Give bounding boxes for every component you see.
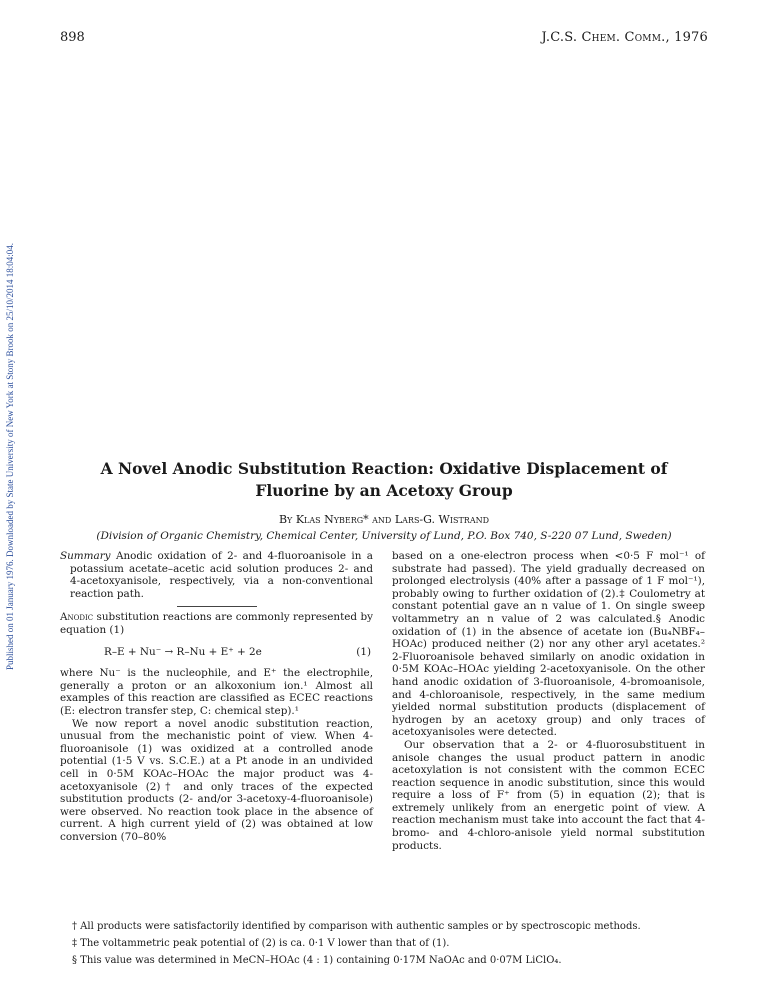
intro-lead: Anodic xyxy=(60,611,94,624)
section-divider xyxy=(177,606,257,607)
byline: By Klas Nyberg* and Lars-G. Wistrand xyxy=(278,513,490,526)
intro-text: substitution reactions are commonly represented by equation (1) xyxy=(60,611,373,636)
article-title xyxy=(60,458,708,502)
footnote: § This value was determined in MeCN–HOAc (4 : 1) containing 0·17M NaOAc and 0·07M LiClO₄. xyxy=(72,955,562,966)
affiliation: (Division of Organic Chemistry, Chemical Center, University of Lund, P.O. Box 740, S-220 07 Lund, Sweden) xyxy=(96,530,672,542)
paragraph: Our observation that a 2- or 4-fluorosubstituent in anisole changes the usual product pattern in anodic acetoxylation is not consistent with the common ECEC reaction sequence in anodic substitution, since this would require a loss of F⁺ from (5) in equation (2); that is extremely unlikely from an energetic point of view. A reaction mechanism must take into account the fact that 4-bromo- and 4-chloro-anisole yield normal substitution products. xyxy=(392,738,705,852)
page-number: 898 xyxy=(60,30,85,45)
summary-text: Anodic oxidation of 2- and 4-fluoroanisole in a potassium acetate–acetic acid solution produces 2- and 4-acetoxyanisole, respectively, via a non-conventional reaction path. xyxy=(70,550,373,600)
download-watermark[interactable]: Published on 01 January 1976. Downloaded by State University of New York at Stony Brook on 25/10/2014 18:04:04. xyxy=(5,243,15,670)
intro-paragraph xyxy=(60,611,373,636)
paragraph: where Nu⁻ is the nucleophile, and E⁺ the electrophile, generally a proton or an alkoxonium ion.¹ Almost all examples of this reaction are classified as ECEC reactions (E: electron transfer step, C: chemical step).¹ xyxy=(60,667,373,717)
paragraph: based on a one-electron process when <0·5 F mol⁻¹ of substrate had passed). The yield gradually decreased on prolonged electrolysis (40% after a passage of 1 F mol⁻¹), probably owing to further oxidation of (2).‡ Coulometry at constant potential gave an n value of 1. On single sweep voltammetry an n value of 2 was calculated.§ Anodic oxidation of (1) in the absence of acetate ion (Bu₄NBF₄–HOAc) produced neither (2) nor any other aryl acetates.² 2-Fluoroanisole behaved similarly on anodic oxidation in 0·5M KOAc–HOAc yielding 2-acetoxyanisole. On the other hand anodic oxidation of 3-fluoroanisole, 4-bromoanisole, and 4-chloroanisole, respectively, in the same medium yielded normal substitution products (displacement of hydrogen by an acetoxy group) and only traces of acetoxyanisoles were detected. xyxy=(392,550,705,739)
footnote: ‡ The voltammetric peak potential of (2) is ca. 0·1 V lower than that of (1). xyxy=(72,938,450,949)
paragraph: We now report a novel anodic substitution reaction, unusual from the mechanistic point of view. When 4-fluoroanisole (1) was oxidized at a controlled anode potential (1·5 V vs. S.C.E.) at a Pt anode in an undivided cell in 0·5M KOAc–HOAc the major product was 4-acetoxyanisole (2)† and only traces of the expected substitution products (2- and/or 3-acetoxy-4-fluoroanisole) were observed. No reaction took place in the absence of current. A high current yield of (2) was obtained at low conversion (70–80% xyxy=(60,717,373,843)
footnotes xyxy=(60,918,708,969)
title-line-1: A Novel Anodic Substitution Reaction: Oxidative Displacement of xyxy=(100,459,668,478)
summary-label: Summary xyxy=(60,550,111,562)
footnote: † All products were satisfactorily identified by comparison with authentic samples or by spectroscopic methods. xyxy=(72,921,641,932)
summary xyxy=(60,550,373,600)
equation-number: (1) xyxy=(356,645,371,658)
equation-1 xyxy=(60,646,373,659)
title-line-2: Fluorine by an Acetoxy Group xyxy=(255,481,513,500)
equation-body: R–E + Nu⁻ → R–Nu + E⁺ + 2e xyxy=(104,645,262,658)
right-column xyxy=(392,550,705,852)
left-column xyxy=(60,550,373,843)
journal-header: J.C.S. Chem. Comm., 1976 xyxy=(541,30,708,45)
